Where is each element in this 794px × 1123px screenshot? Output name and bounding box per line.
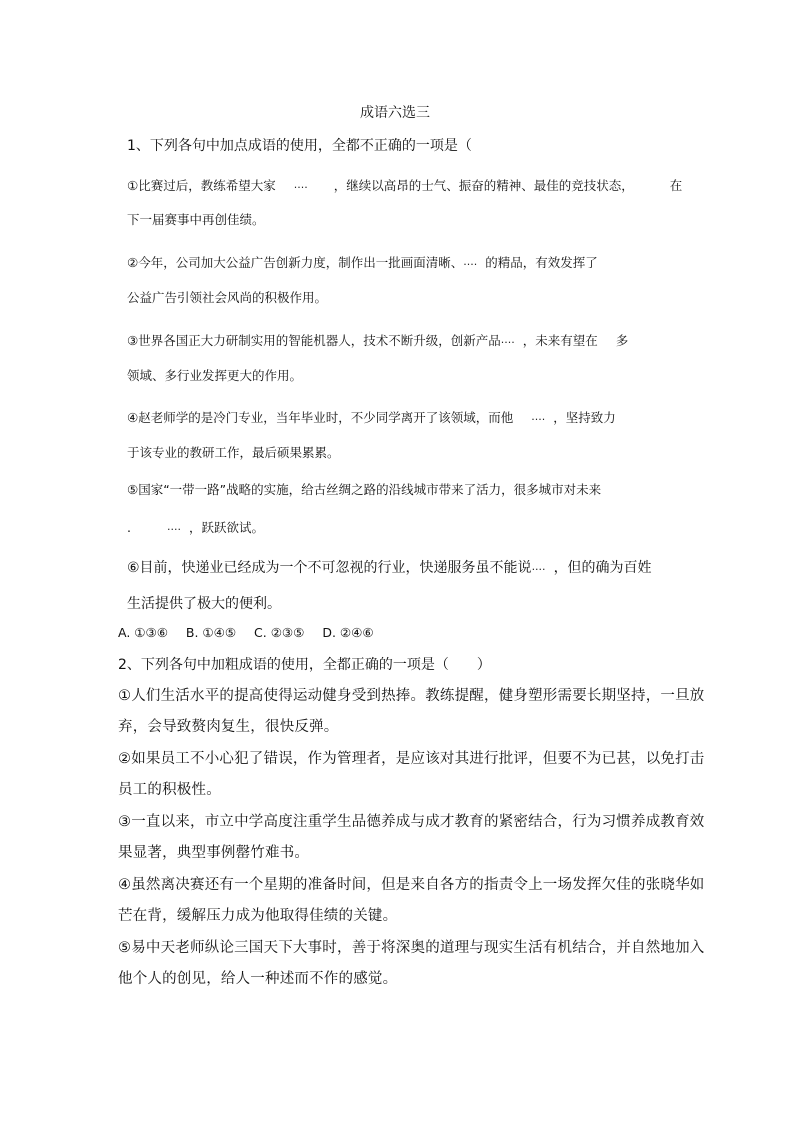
question-1-stem: 1、下列各句中加点成语的使用，全都不正确的一项是（ — [127, 138, 472, 154]
q1-sentence-6-line-2: 生活提供了极大的便利。 — [127, 596, 281, 612]
q2-line: 弃，会导致赘肉复生，很快反弹。 — [118, 719, 339, 735]
q2-line: 芒在背，缓解压力成为他取得佳绩的关键。 — [118, 908, 398, 924]
q1-s4-part-a: ④赵老师学的是冷门专业，当年毕业时，不少同学离开了该领域，而他 — [127, 410, 514, 425]
q1-s3-part-b: ，未来有望在 — [522, 333, 598, 348]
option-b: B. ①④⑤ — [185, 625, 237, 640]
option-d: D. ②④⑥ — [322, 625, 374, 640]
q1-s5-part-b: . — [127, 520, 131, 535]
q1-sentence-6-line-1 — [127, 558, 652, 575]
q2-line: 他个人的创见，给人一种述而不作的感觉。 — [118, 971, 398, 987]
q1-s2-part-a: ②今年，公司加大公益广告创新力度，制作出一批画面清晰、 — [127, 255, 464, 270]
q1-s4-part-b: ，坚持致力 — [553, 410, 616, 425]
question-2-stem: 2、下列各句中加粗成语的使用，全都正确的一项是（ ） — [118, 657, 491, 673]
q2-line: ②如果员工不小心犯了错误，作为管理者，是应该对其进行批评，但要不为已甚，以免打击 — [118, 751, 705, 767]
emphasis-dots — [531, 408, 553, 422]
emphasis-dots — [294, 176, 316, 190]
q1-s5-part-c: ，跃跃欲试。 — [188, 520, 264, 535]
q1-sentence-3-line-1 — [127, 331, 628, 348]
q1-s1-part-a: ①比赛过后，教练希望大家 — [127, 178, 276, 193]
q2-line: 员工的积极性。 — [118, 782, 221, 798]
emphasis-dots — [463, 253, 485, 267]
q1-s1-part-c: 在 — [669, 178, 683, 193]
q1-s6-part-a: ⑥目前，快递业已经成为一个不可忽视的行业，快递服务虽不能说 — [127, 560, 532, 576]
q1-sentence-1-line-1 — [127, 176, 682, 193]
q2-line: 果显著，典型事例罄竹难书。 — [118, 845, 310, 861]
q1-sentence-3-line-2: 领域、多行业发挥更大的作用。 — [127, 368, 303, 383]
q1-sentence-1-line-2: 下一届赛事中再创佳绩。 — [127, 212, 265, 227]
emphasis-dots — [167, 518, 189, 532]
q2-line: ①人们生活水平的提高使得运动健身受到热捧。教练提醒，健身塑形需要长期坚持，一旦放 — [118, 688, 705, 704]
emphasis-dots — [532, 558, 554, 572]
emphasis-dots — [501, 331, 523, 345]
option-c: C. ②③⑤ — [254, 625, 305, 640]
q1-s3-part-c: 多 — [615, 333, 629, 348]
q1-s3-part-a: ③世界各国正大力研制实用的智能机器人，技术不断升级，创新产品 — [127, 333, 501, 348]
q1-sentence-4-line-1 — [127, 408, 616, 425]
q1-sentence-4-line-2: 于该专业的教研工作，最后硕果累累。 — [127, 445, 340, 460]
q1-s2-part-b: 的精品，有效发挥了 — [485, 255, 598, 270]
q2-line: ③一直以来，市立中学高度注重学生品德养成与成才教育的紧密结合，行为习惯养成教育效 — [118, 814, 705, 830]
q2-line: ⑤易中天老师纵论三国天下大事时，善于将深奥的道理与现实生活有机结合，并自然地加入 — [118, 940, 705, 956]
q1-options — [118, 627, 392, 640]
q1-s6-part-b: ，但的确为百姓 — [553, 560, 652, 576]
q1-s1-part-b: ，继续以高昂的士气、振奋的精神、最佳的竞技状态， — [333, 178, 634, 193]
q1-sentence-2-line-2: 公益广告引领社会风尚的积极作用。 — [127, 290, 328, 305]
q1-sentence-2-line-1 — [127, 253, 598, 270]
option-a: A. ①③⑥ — [118, 625, 168, 640]
page-title: 成语六选三 — [360, 105, 430, 121]
q1-sentence-5-line-1: ⑤国家“一带一路”战略的实施，给古丝绸之路的沿线城市带来了活力，很多城市对未来 — [127, 482, 602, 497]
q2-line: ④虽然离决赛还有一个星期的准备时间，但是来自各方的指责令上一场发挥欠佳的张晓华如 — [118, 877, 705, 893]
q1-sentence-5-line-2 — [127, 518, 264, 535]
